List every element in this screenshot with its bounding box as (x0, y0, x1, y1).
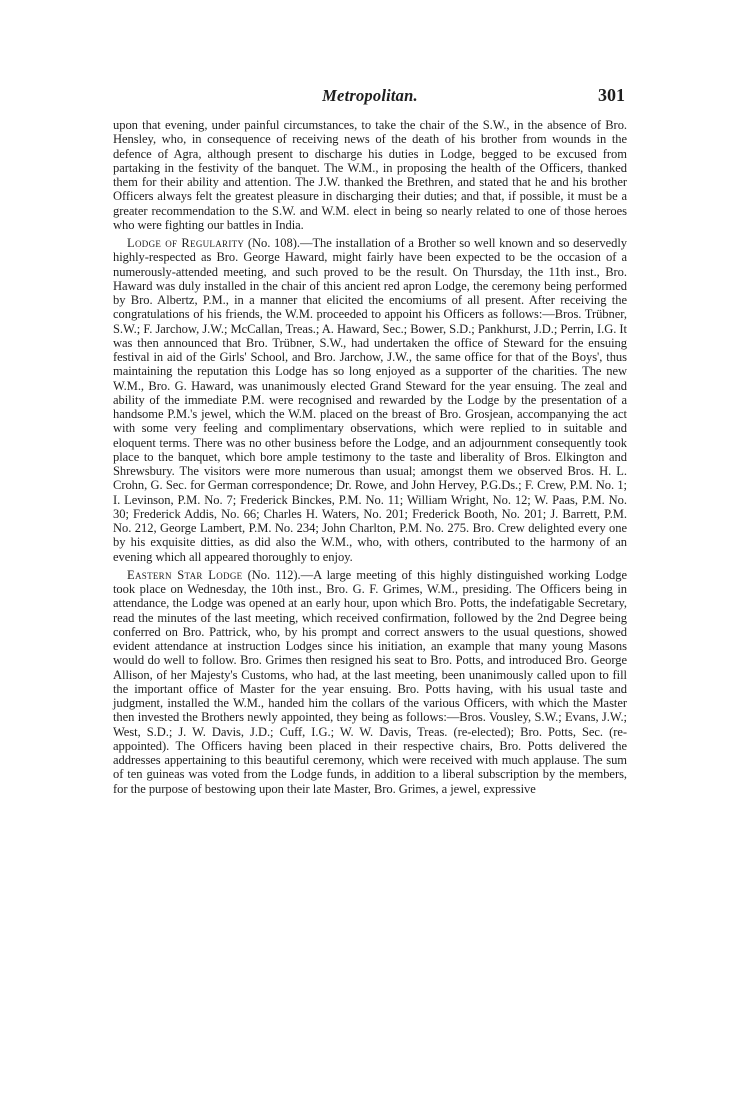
page-number: 301 (598, 85, 625, 105)
paragraph-eastern-star-lodge (113, 568, 627, 796)
paragraph-text: upon that evening, under painful circumstances, to take the chair of the S.W., in the absence of Bro. Hensley, who, in consequence of receiving news of the death of his brother from wounds in the defence of Agra, although present to discharge his duties in Lodge, begged to be excused from partaking in the festivity of the banquet. The W.M., in proposing the health of the Officers, thanked them for their ability and attention. The J.W. thanked the Brethren, and stated that he and his brother Officers always felt the greatest pleasure in discharging their duties; and that, if possible, it must be a greater recommendation to the S.W. and W.M. elect in being so nearly related to one of those heroes who were fighting our battles in India. (113, 118, 627, 232)
lodge-heading: Lodge of Regularity (127, 236, 245, 250)
paragraph-text: (No. 108).—The installation of a Brother so well known and so deservedly highly-respected as Bro. George Haward, might fairly have been expected to be the occasion of a numerously-attended meeting, and such proved to be the result. On Thursday, the 11th inst., Bro. Haward was duly installed in the chair of this ancient red apron Lodge, the ceremony being performed by Bro. Albertz, P.M., in a manner that elicited the encomiums of all present. After receiving the congratulations of his friends, the W.M. proceeded to appoint his Officers as follows:—Bros. Trübner, S.W.; F. Jarchow, J.W.; McCallan, Treas.; A. Haward, Sec.; Bower, S.D.; Pankhurst, J.D.; Perrin, I.G. It was then announced that Bro. Trübner, S.W., had undertaken the office of Steward for the ensuing festival in aid of the Girls' School, and Bro. Jarchow, J.W., the same office for that of the Boys', thus maintaining the reputation this Lodge has so long enjoyed as a supporter of the charities. The new W.M., Bro. G. Haward, was unanimously elected Grand Steward for the year ensuing. The zeal and ability of the immediate P.M. were recognised and rewarded by the Lodge by the presentation of a handsome P.M.'s jewel, which the W.M. placed on the breast of Bro. Grosjean, accompanying the act with some very feeling and complimentary observations, which were replied to in suitable and eloquent terms. There was no other business before the Lodge, and an adjournment consequently took place to the banquet, which bore ample testimony to the taste and liberality of Bros. Elkington and Shrewsbury. The visitors were more numerous than usual; amongst them we observed Bros. H. L. Crohn, G. Sec. for German correspondence; Dr. Rowe, and John Hervey, P.G.Ds.; F. Crew, P.M. No. 1; I. Levinson, P.M. No. 7; Frederick Binckes, P.M. No. 11; William Wright, No. 12; W. Paas, P.M. No. 30; Frederick Addis, No. 66; Charles H. Waters, No. 201; Frederick Booth, No. 201; J. Barrett, P.M. No. 212, George Lambert, P.M. No. 234; John Charlton, P.M. No. 275. Bro. Crew delighted every one by his exquisite ditties, as did also the W.M., who, with others, contributed to the harmony of an evening which all appeared thoroughly to enjoy. (113, 236, 627, 564)
running-title: Metropolitan. (322, 86, 418, 105)
lodge-heading: Eastern Star Lodge (127, 567, 243, 582)
paragraph-text: (No. 112).—A large meeting of this highly distinguished working Lodge took place on Wednesday, the 10th inst., Bro. G. F. Grimes, W.M., presiding. The Officers being in attendance, the Lodge was opened at an early hour, upon which Bro. Potts, the indefatigable Secretary, read the minutes of the last meeting, which received confirmation, followed by the 2nd Degree being conferred on Bro. Pattrick, who, by his prompt and correct answers to the usual questions, showed evident attendance at instruction Lodges since his initiation, an example that many young Masons would do well to follow. Bro. Grimes then resigned his seat to Bro. Potts, and introduced Bro. George Allison, of her Majesty's Customs, who had, at the last meeting, been unanimously called upon to fill the important office of Master for the year ensuing. Bro. Potts having, with his usual taste and judgment, installed the W.M., handed him the collars of the various Officers, with which the Master then invested the Brothers newly appointed, they being as follows:—Bros. Vousley, S.W.; Evans, J.W.; West, S.D.; J. W. Davis, J.D.; Cuff, I.G.; W. W. Davis, Treas. (re-elected); Bro. Potts, Sec. (re-appointed). The Officers having been placed in their respective chairs, Bro. Potts delivered the addresses appertaining to this beautiful ceremony, which were received with much applause. The sum of ten guineas was voted from the Lodge funds, in addition to a liberal subscription by the members, for the purpose of bestowing upon their late Master, Bro. Grimes, a jewel, expressive (113, 567, 627, 796)
paragraph-continuation (113, 118, 627, 232)
page-header (113, 86, 627, 110)
paragraph-lodge-of-regularity (113, 236, 627, 564)
body-text (113, 118, 627, 800)
